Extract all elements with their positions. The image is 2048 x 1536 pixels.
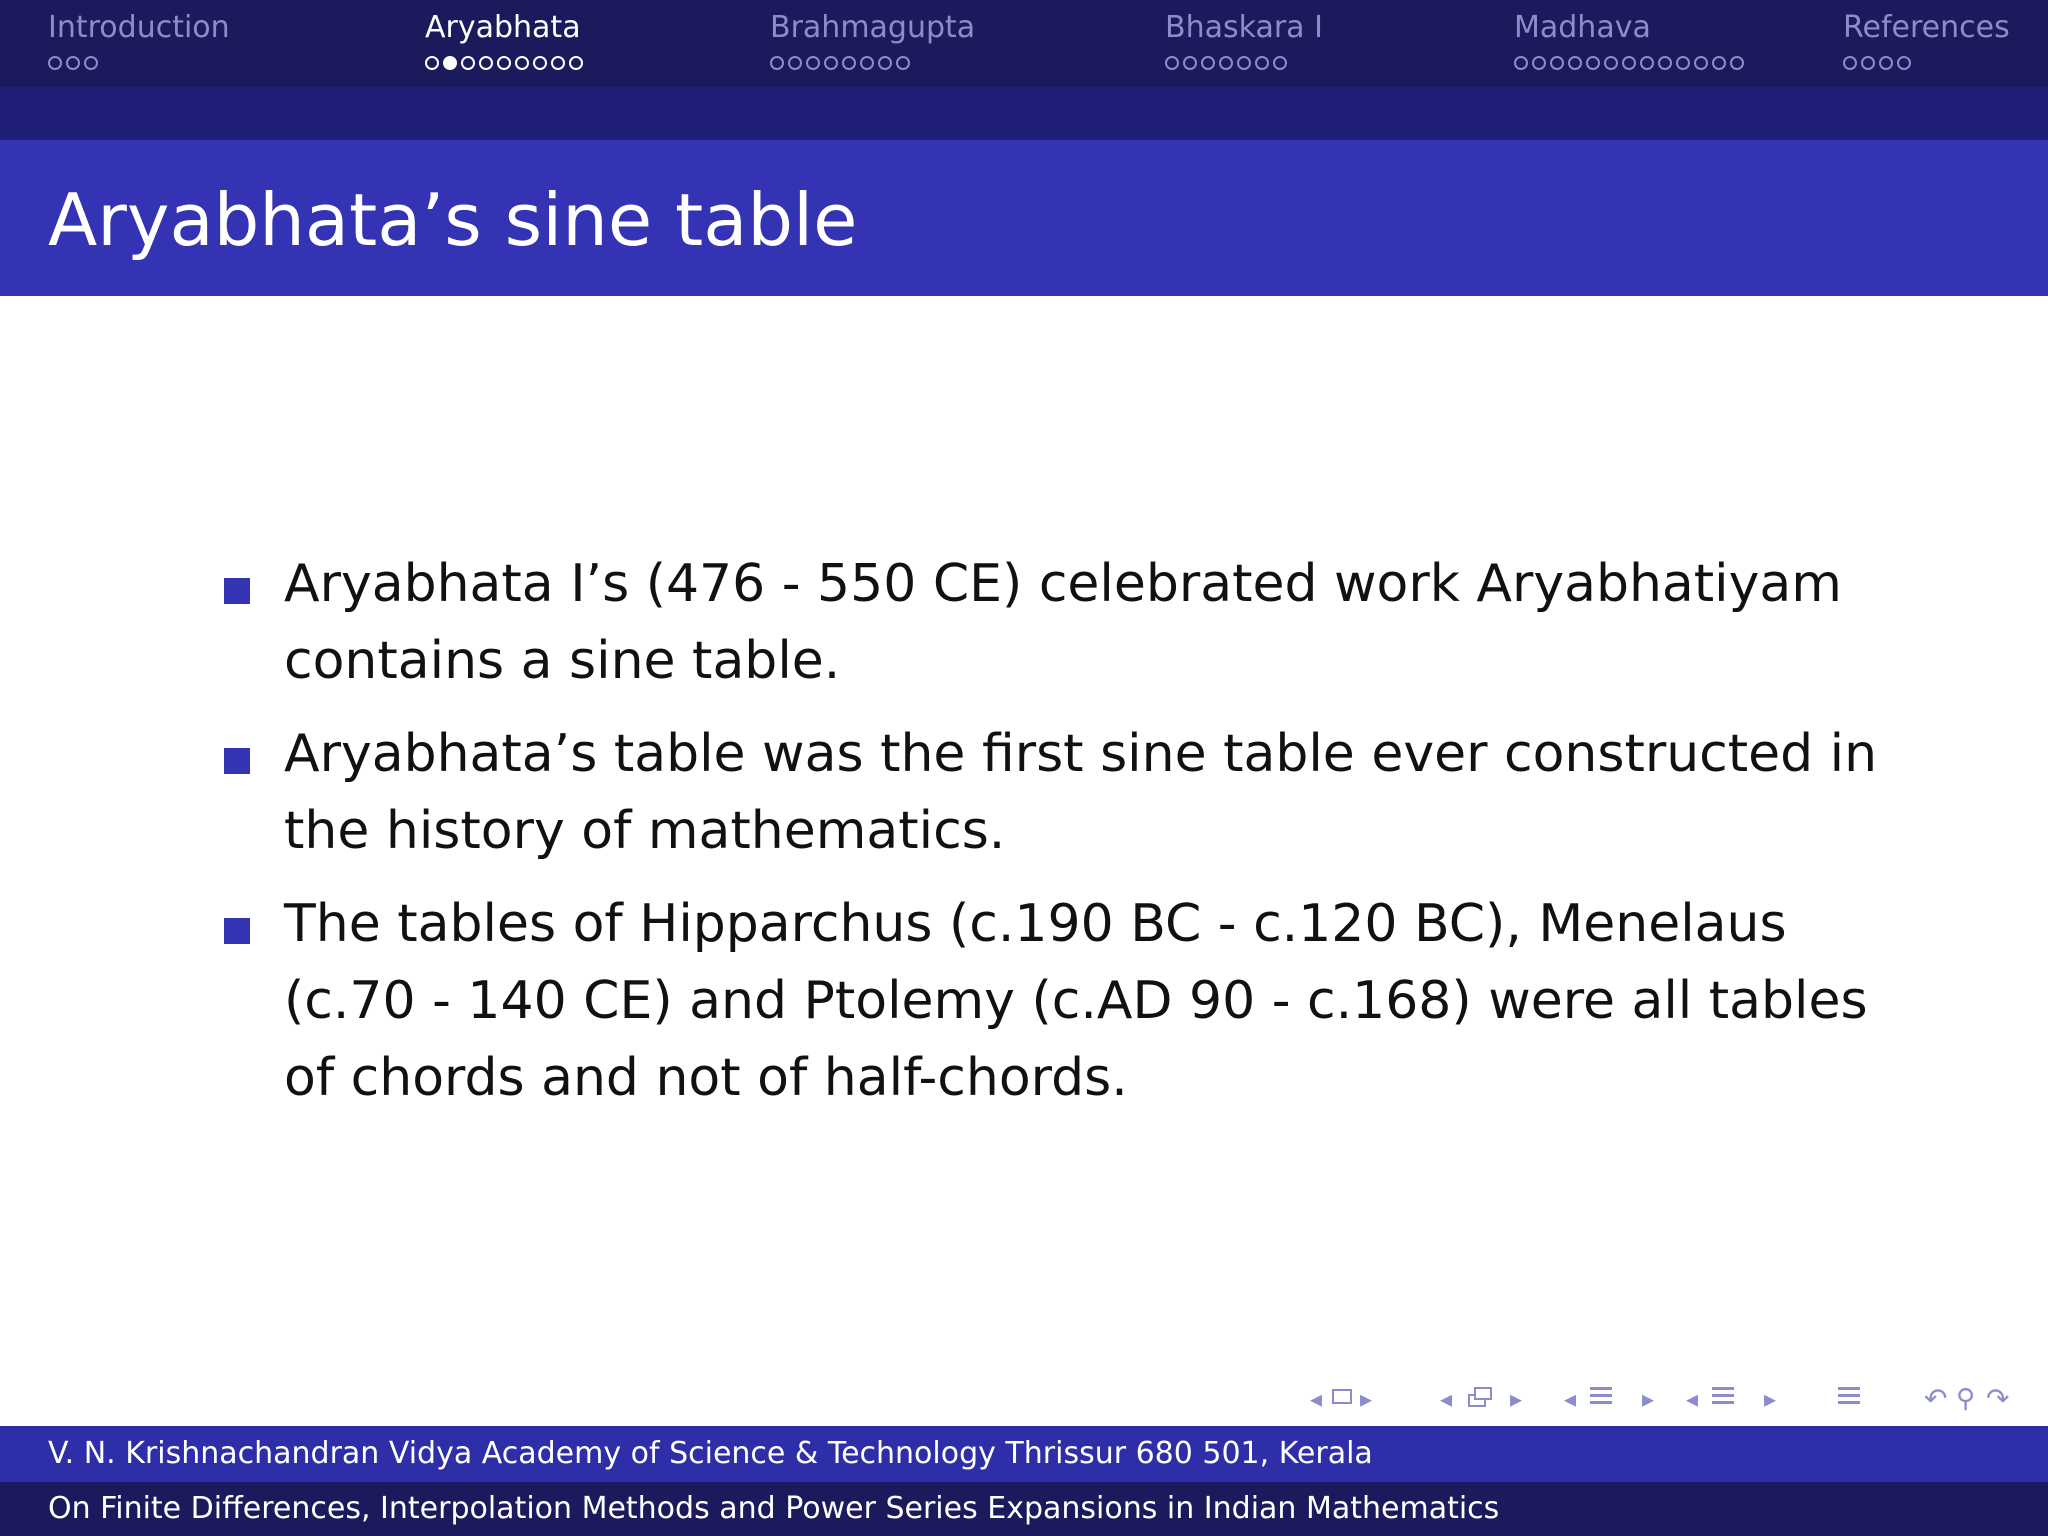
frame-dots [48,53,230,73]
document-next-icon[interactable]: ▸ [1764,1385,1777,1413]
frame-dots [770,53,975,73]
section-prev-icon[interactable]: ◂ [1564,1385,1577,1413]
frame-dot[interactable] [1532,56,1546,70]
frame-dot[interactable] [497,56,511,70]
frame-icon[interactable] [1332,1389,1352,1404]
footer-author-bar [0,1426,2048,1482]
document-icon[interactable] [1712,1387,1734,1408]
square-bullet-icon [224,748,250,774]
frame-dot[interactable] [1676,56,1690,70]
nav-section-brahmagupta[interactable] [770,8,975,73]
frame-dot[interactable] [551,56,565,70]
frame-dot[interactable] [1694,56,1708,70]
nav-section-madhava[interactable] [1514,8,1748,73]
footer-author: V. N. Krishnachandran Vidya Academy of Science & Technology Thrissur 680 501, Kerala [48,1436,1373,1471]
frame-dot[interactable] [515,56,529,70]
footer-talk-title: On Finite Differences, Interpolation Methods and Power Series Expansions in Indian Mathematics [48,1491,1500,1526]
frame-dot[interactable] [1273,56,1287,70]
subsection-bar [0,87,2048,140]
section-next-icon[interactable]: ▸ [1642,1385,1655,1413]
subsection-icon-back [1474,1387,1492,1400]
frame-dot[interactable] [1712,56,1726,70]
bullet-text: The tables of Hipparchus (c.190 BC - c.120 BC), Menelaus (c.70 - 140 CE) and Ptolemy (c.AD 90 - c.168) were all tables of chords and not of half-chords. [284,894,1868,1108]
frame-dot[interactable] [1514,56,1528,70]
frame-dot[interactable] [770,56,784,70]
bullet-item [224,886,1904,1117]
nav-section-label: Brahmagupta [770,10,976,45]
frame-dot[interactable] [824,56,838,70]
footer-title-bar [0,1482,2048,1536]
frame-dot[interactable] [860,56,874,70]
square-bullet-icon [224,578,250,604]
frame-next-icon[interactable]: ▸ [1360,1385,1373,1413]
frame-dot[interactable] [878,56,892,70]
frame-dot[interactable] [533,56,547,70]
square-bullet-icon [224,918,250,944]
frame-dot[interactable] [569,56,583,70]
bullet-text: Aryabhata I’s (476 - 550 CE) celebrated work Aryabhatiyam contains a sine table. [284,554,1842,691]
frame-dot[interactable] [842,56,856,70]
frame-dot[interactable] [48,56,62,70]
nav-section-aryabhata[interactable] [425,8,587,73]
frame-dot[interactable] [425,56,439,70]
bullet-item [224,716,1904,870]
slide-title: Aryabhata’s sine table [48,178,858,262]
frame-dot[interactable] [1255,56,1269,70]
nav-section-introduction[interactable] [48,8,230,73]
frame-dots [1514,53,1748,73]
nav-section-label: Madhava [1514,10,1651,45]
nav-section-label: Introduction [48,10,230,45]
navigation-symbols [1310,1384,2040,1414]
frame-dot[interactable] [1604,56,1618,70]
nav-section-label: References [1843,10,2010,45]
frame-dot[interactable] [1586,56,1600,70]
frame-dot[interactable] [788,56,802,70]
subsection-prev-icon[interactable]: ◂ [1440,1385,1453,1413]
nav-section-label: Aryabhata [425,10,581,45]
frame-dot[interactable] [896,56,910,70]
toc-icon[interactable] [1838,1387,1860,1408]
frame-dot[interactable] [1658,56,1672,70]
slide-body [0,296,2048,1426]
current-frame-dot[interactable] [443,56,457,70]
document-prev-icon[interactable]: ◂ [1686,1385,1699,1413]
frame-dot[interactable] [461,56,475,70]
redo-icon[interactable]: ↷ [1986,1382,2010,1415]
frame-prev-icon[interactable]: ◂ [1310,1385,1323,1413]
bullet-item [224,546,1904,700]
undo-icon[interactable]: ↶ [1924,1382,1948,1415]
subsection-next-icon[interactable]: ▸ [1510,1385,1523,1413]
frame-dot[interactable] [1879,56,1893,70]
frame-dots [1165,53,1323,73]
frame-dot[interactable] [1237,56,1251,70]
frame-dot[interactable] [479,56,493,70]
bullet-text: Aryabhata’s table was the first sine table ever constructed in the history of mathematics. [284,724,1878,861]
section-icon[interactable] [1590,1387,1612,1408]
frame-title-bar [0,140,2048,296]
nav-section-bhaskara-i[interactable] [1165,8,1323,73]
frame-dot[interactable] [806,56,820,70]
frame-dot[interactable] [1622,56,1636,70]
frame-dot[interactable] [1640,56,1654,70]
frame-dot[interactable] [1897,56,1911,70]
nav-section-label: Bhaskara I [1165,10,1323,45]
frame-dot[interactable] [1219,56,1233,70]
nav-section-references[interactable] [1843,8,2010,73]
frame-dot[interactable] [1568,56,1582,70]
frame-dot[interactable] [1550,56,1564,70]
frame-dot[interactable] [1183,56,1197,70]
frame-dot[interactable] [1861,56,1875,70]
frame-dot[interactable] [1843,56,1857,70]
frame-dot[interactable] [84,56,98,70]
frame-dot[interactable] [1730,56,1744,70]
section-navigation-bar [0,0,2048,87]
frame-dots [425,53,587,73]
frame-dot[interactable] [66,56,80,70]
frame-dots [1843,53,2010,73]
frame-dot[interactable] [1165,56,1179,70]
bullet-list [224,546,1904,1133]
search-icon[interactable]: ⚲ [1956,1384,1976,1414]
frame-dot[interactable] [1201,56,1215,70]
